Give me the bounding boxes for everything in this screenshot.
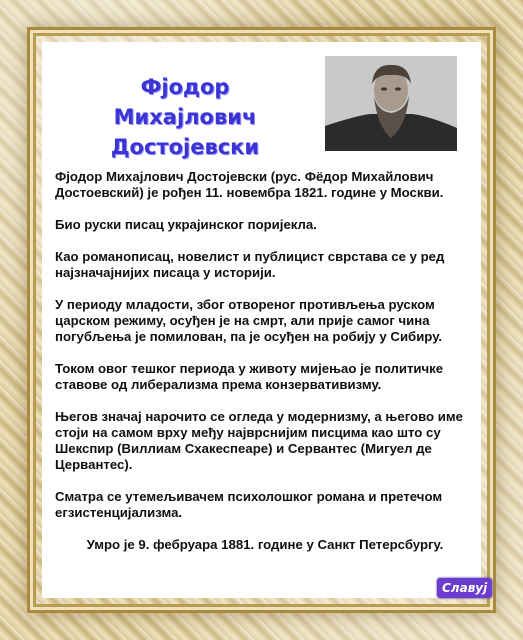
paragraph-death: Умро је 9. фебруара 1881. године у Санкт Петерсбургу. <box>86 537 444 552</box>
paragraph-founder: Сматра се утемељивачем психолошког романа и претечом егзистенцијализма. <box>55 489 443 520</box>
biography-text <box>55 169 475 569</box>
title-line-1: Фјодор Михајлович <box>113 75 257 129</box>
paragraph-significance: Његов значај нарочито се огледа у модернизму, а његово име стоји на самом врху међу најврснијим писцима као што су Шекспир (Виллиам Схакеспеаре) и Сервантес (Мигуел де Цервантес). <box>55 409 463 472</box>
page-title <box>70 72 300 162</box>
paragraph-career: Као романописац, новелист и публицист сврстава се у ред најзначајнијих писаца у историји. <box>55 249 445 280</box>
content-panel <box>42 42 481 598</box>
paragraph-origin: Био руски писац украјинског поријекла. <box>55 217 317 232</box>
portrait-photo <box>325 56 457 151</box>
portrait-photo-icon <box>325 56 457 151</box>
author-badge: Славуј <box>437 578 492 598</box>
paragraph-views: Током овог тешког периода у животу мијењао је политичке ставове од либерализма према конзервативизму. <box>55 361 444 392</box>
title-line-2: Достојевски <box>110 135 260 159</box>
paragraph-birth: Фјодор Михајлович Достојевски (рус. Фёдор Михайлович Достоевский) је рођен 11. новембра 1821. године у Москви. <box>55 169 444 200</box>
paragraph-youth: У периоду младости, због отвореног противљења руском царском режиму, осуђен је на смрт, али прије самог чина погубљења је помилован, па је осуђен на робију у Сибиру. <box>55 297 443 344</box>
